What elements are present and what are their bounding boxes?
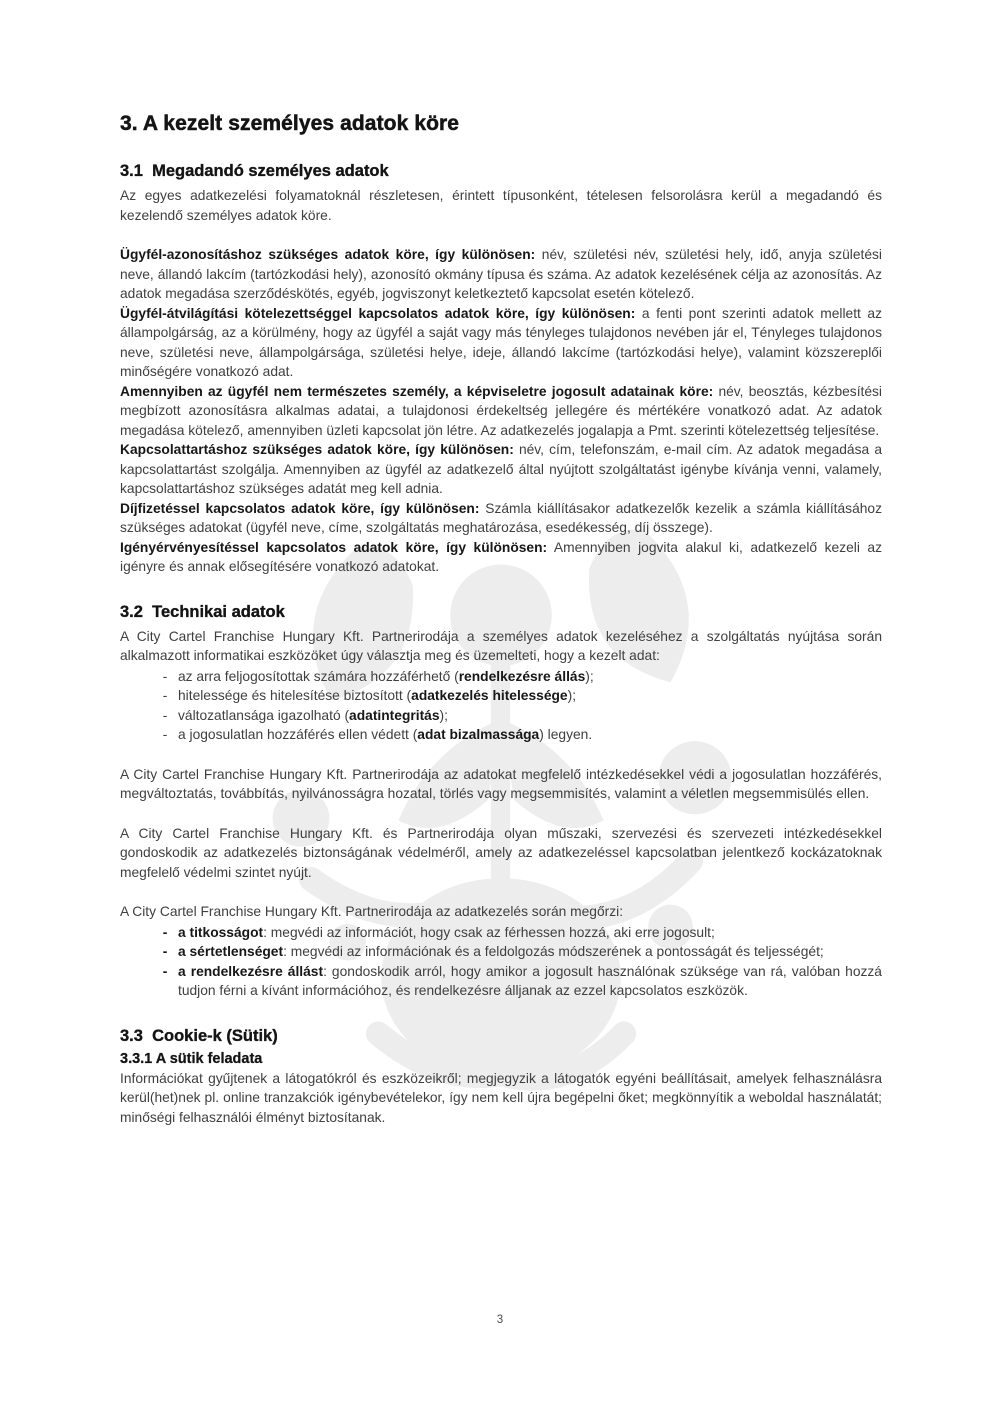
page-number: 3 <box>496 1314 504 1326</box>
item-text: ) legyen. <box>539 727 593 742</box>
preserve-bullet-list <box>120 923 882 1001</box>
paragraph-vedelem: A City Cartel Franchise Hungary Kft. Partnerirodája az adatokat megfelelő intézkedésekkel védi a jogosulatlan hozzáférés, megváltoztatás, továbbítás, nyilvánosságra hozatal, törlés vagy megsemmisítés, valamint a véletlen megsemmisülés ellen. <box>120 766 882 801</box>
item-lead: a rendelkezésre állást <box>178 963 324 979</box>
item-lead: a titkosságot <box>178 924 264 940</box>
bullet-dash: - <box>162 688 168 703</box>
list-item <box>120 923 882 943</box>
paragraph-biztonsag: A City Cartel Franchise Hungary Kft. és Partnerirodája olyan műszaki, szervezési és szervezeti intézkedésekkel gondoskodik az adatkezelés biztonságának védelméről, amely az adatkezeléssel kapcsolatban jelentkező kockázatoknak megfelelő védelmi szintet nyújt. <box>120 825 882 880</box>
list-item-text <box>178 725 882 745</box>
paragraph-igenyervenyesites <box>120 538 882 577</box>
list-item <box>120 706 882 726</box>
list-item-text <box>178 667 882 687</box>
list-item <box>120 725 882 745</box>
list-item <box>120 942 882 962</box>
list-item <box>120 962 882 1001</box>
paragraph-ugyfel-atvilagitas <box>120 304 882 382</box>
section-3-3-1-subheading: 3.3.1 A sütik feladata <box>120 1050 263 1067</box>
item-text: hitelessége és hitelesítése biztosított ( <box>178 688 412 703</box>
item-text: ); <box>585 668 594 684</box>
list-item-text <box>178 962 882 1001</box>
section-3-1-heading: 3.1 Megadandó személyes adatok <box>120 162 389 180</box>
paragraph-kapcsolattartas <box>120 440 882 499</box>
item-text: az arra feljogosítottak számára hozzáférhető ( <box>178 668 459 684</box>
paragraph-megorzi: A City Cartel Franchise Hungary Kft. Partnerirodája az adatkezelés során megőrzi: <box>120 904 624 919</box>
bullet-dash: - <box>162 944 168 959</box>
item-text: változatlansága igazolható ( <box>178 707 350 723</box>
technical-data-bullet-list <box>120 667 882 745</box>
list-item-text <box>178 942 882 962</box>
item-term: adatintegritás <box>349 707 440 723</box>
paragraph-text: Amennyiben jogvita alakul ki, adatkezelő kezeli az igényre és annak elősegítésére vonatkozó adatokat. <box>120 539 882 574</box>
section-3-3-heading: 3.3 Cookie-k (Sütik) <box>120 1026 278 1045</box>
item-text: : megvédi az információnak és a feldolgozás módszerének a pontosságát és teljességét; <box>283 944 824 959</box>
paragraph-lead: Kapcsolattartáshoz szükséges adatok köre, így különösen: <box>120 442 514 457</box>
paragraph-text: a fenti pont szerinti adatok mellett az állampolgárság, az a körülmény, hogy az ügyfél a saját vagy más tényleges tulajdonos nevében jár el, Tényleges tulajdonos neve, születési neve, állampolgársága, születési helye, ideje, állandó lakcíme (tartózkodási helye), valamint közszereplői minőségére vonatkozó adat. <box>120 305 882 379</box>
page-title: 3. A kezelt személyes adatok köre <box>120 112 460 135</box>
paragraph-text: név, születési név, születési hely, idő, anyja születési neve, állandó lakcím (tartózkodási hely), azonosító okmány típusa és száma. Az adatok kezelésének célja az azonosítás. Az adatok megadása szerződéskötés, egyéb, jogviszonyt keletkeztető kapcsolat esetén kötelező. <box>120 247 883 301</box>
paragraph-lead: Igényérvényesítéssel kapcsolatos adatok köre, így különösen: <box>120 539 548 555</box>
paragraph-kepviseletre-jogosult <box>120 382 882 441</box>
document-content <box>120 112 882 1127</box>
paragraph-lead: Díjfizetéssel kapcsolatos adatok köre, így különösen: <box>120 500 480 516</box>
list-item-text <box>178 923 882 943</box>
section-3-1-paragraphs <box>120 245 882 577</box>
paragraph-ugyfel-azonositas <box>120 245 882 304</box>
section-3-2-intro-paragraph: A City Cartel Franchise Hungary Kft. Partnerirodája a személyes adatok kezeléséhez a szolgáltatás nyújtása során alkalmazott informatikai eszközöket úgy választja meg és üzemelteti, hogy a kezelt adat: <box>120 628 882 663</box>
paragraph-text: név, cím, telefonszám, e-mail cím. Az adatok megadása a kapcsolattartást szolgálja. Amennyiben az ügyfél az adatkezelő által nyújtott szolgáltatást igénybe kívánja venni, valamely, kapcsolattartáshoz szükséges adatát meg kell adnia. <box>120 442 882 496</box>
paragraph-text: Számla kiállításakor adatkezelők kezelik a számla kiállításához szükséges adatokat (ügyfél neve, címe, szolgáltatás meghatározása, esedékesség, díj összege). <box>120 500 882 535</box>
bullet-dash: - <box>162 727 168 742</box>
bullet-dash: - <box>162 707 168 723</box>
item-text: a jogosulatlan hozzáférés ellen védett ( <box>178 727 418 742</box>
item-term: rendelkezésre állás <box>458 668 586 684</box>
item-text: : gondoskodik arról, hogy amikor a jogosult használónak szüksége van rá, valóban hozzá tudjon férni a kívánt információhoz, és rendelkezésre álljanak az ezzel kapcsolatos eszközök. <box>178 963 882 998</box>
paragraph-dijfizetes <box>120 499 882 538</box>
bullet-dash: - <box>162 963 168 979</box>
paragraph-sutik-feladata: Információkat gyűjtenek a látogatókról és eszközeikről; megjegyzik a látogatók egyéni beállításait, amelyek felhasználásra kerül(het)nek pl. online tranzakciók igénybevételekor, így nem kell újra begépelni őket; megkönnyítik a weboldal használatát; minőségi felhasználói élményt biztosítanak. <box>120 1070 882 1125</box>
section-3-2-heading: 3.2 Technikai adatok <box>120 602 285 621</box>
item-text: ); <box>567 688 577 703</box>
item-term: adatkezelés hitelessége <box>411 688 568 703</box>
list-item <box>120 667 882 687</box>
paragraph-text: név, beosztás, kézbesítési megbízott azonosításra alkalmas adatai, a tulajdonosi érdekeltség jellegére és mértékére vonatkozó adat. Az adatok megadása kötelező, amennyiben üzleti kapcsolat jön létre. Az adatkezelés jogalapja a Pmt. szerinti kötelezettség teljesítése. <box>120 383 882 438</box>
item-lead: a sértetlenséget <box>178 944 284 959</box>
item-text: : megvédi az információt, hogy csak az férhessen hozzá, aki erre jogosult; <box>263 924 715 940</box>
item-text: ); <box>439 707 448 723</box>
bullet-dash: - <box>162 924 168 940</box>
paragraph-lead: Amennyiben az ügyfél nem természetes személy, a képviseletre jogosult adatainak köre: <box>120 383 714 399</box>
list-item <box>120 686 882 706</box>
bullet-dash: - <box>162 668 168 684</box>
paragraph-lead: Ügyfél-átvilágítási kötelezettséggel kapcsolatos adatok köre, így különösen: <box>120 305 636 321</box>
list-item-text <box>178 686 882 706</box>
section-3-1-intro-paragraph: Az egyes adatkezelési folyamatoknál részletesen, érintett típusonként, tételesen felsorolásra kerül a megadandó és kezelendő személyes adatok köre. <box>120 188 882 223</box>
item-term: adat bizalmassága <box>417 727 540 742</box>
paragraph-lead: Ügyfél-azonosításhoz szükséges adatok köre, így különösen: <box>120 247 536 262</box>
list-item-text <box>178 706 882 726</box>
